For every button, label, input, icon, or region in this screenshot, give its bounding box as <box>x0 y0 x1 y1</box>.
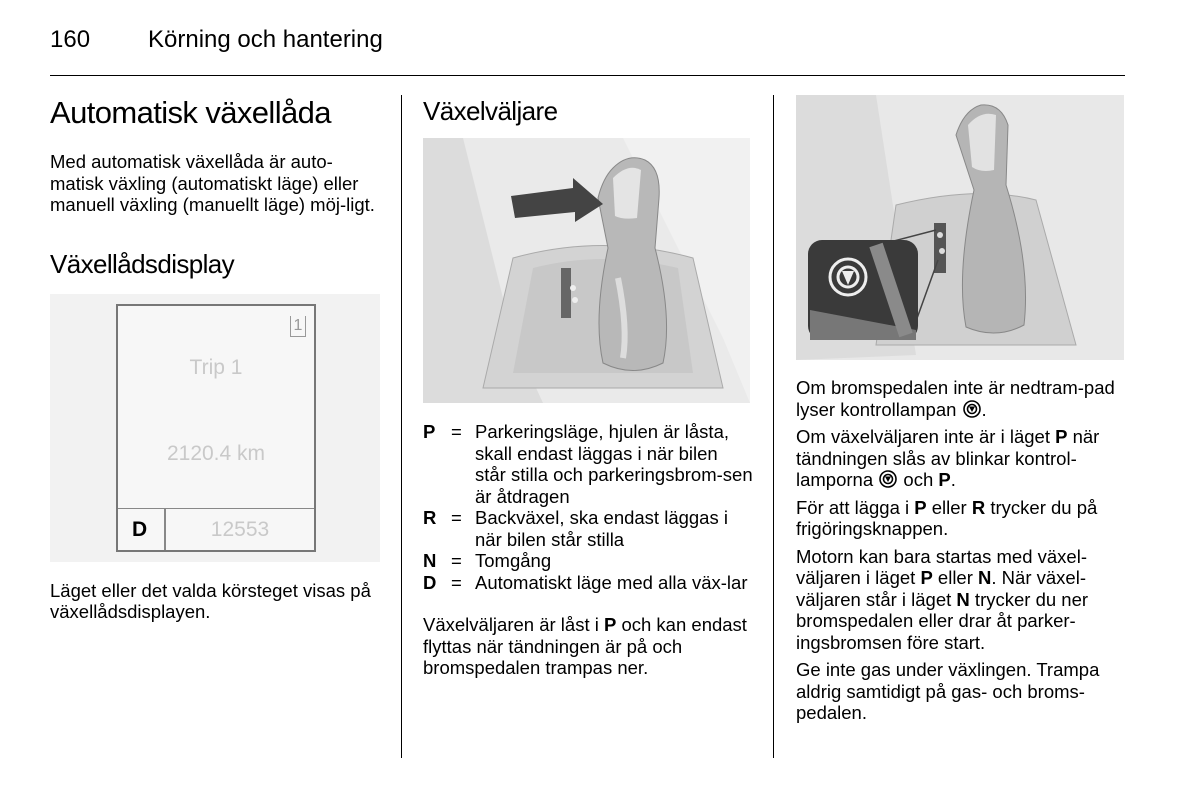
definition-row <box>423 421 753 507</box>
gear-letter: P <box>914 496 927 518</box>
header-rule <box>50 75 1125 76</box>
brake-pedal-indicator-icon <box>962 399 982 419</box>
definition-text: Parkeringsläge, hjulen är låsta, skall endast läggas i när bilen står stilla och parkeringsbrom-sen är åtdragen <box>475 421 753 507</box>
section-title: Körning och hantering <box>148 26 383 53</box>
column-1 <box>50 95 385 623</box>
text-run: trycker du på frigöringsknappen. <box>796 496 1098 539</box>
trip-distance: 2120.4 km <box>166 441 266 465</box>
gear-letter: R <box>971 496 986 518</box>
page-heading: Automatisk växellåda <box>50 95 331 130</box>
display-heading: Växellådsdisplay <box>50 248 235 279</box>
text-run: eller <box>932 567 979 588</box>
definition-key: R <box>423 507 437 528</box>
text-run: och kan endast flyttas när tändningen är på och bromspedalen trampas ner. <box>423 614 747 678</box>
gear-letter: P <box>938 469 951 490</box>
definition-text: Automatiskt läge med alla väx-lar <box>475 571 748 593</box>
definition-key: D <box>423 571 437 593</box>
display-frame <box>116 304 316 552</box>
text-run: . När växel-väljaren står i läget <box>796 567 1086 610</box>
gear-letter: N <box>978 567 992 588</box>
gear-letter: P <box>1055 426 1068 447</box>
text-run: För att lägga i <box>796 496 915 518</box>
gear-letter: P <box>920 567 933 588</box>
definition-key: P <box>423 421 436 442</box>
definition-equals: = <box>451 550 462 571</box>
definition-equals: = <box>451 571 462 593</box>
page-number: 160 <box>50 26 91 53</box>
gear-selector-illustration <box>423 138 750 403</box>
gear-indicator: D <box>132 517 148 541</box>
intro-paragraph: Med automatisk växellåda är auto-matisk växling (automatiskt läge) eller manuell växling (manuellt läge) möj-ligt. <box>50 151 375 215</box>
column-divider <box>401 95 402 758</box>
gear-letter: N <box>956 588 970 610</box>
text-run: Motorn kan bara startas med växel-väljaren i läget <box>796 545 1087 588</box>
text-run: Om växelväljaren inte är i läget <box>796 426 1056 447</box>
lock-paragraph <box>423 614 753 679</box>
text-run: . <box>981 398 987 420</box>
definition-equals: = <box>451 421 462 442</box>
definition-row <box>423 507 753 550</box>
text-run: Växelväljaren är låst i <box>423 614 604 635</box>
definition-row <box>423 550 753 572</box>
paragraph-4 <box>796 546 1126 654</box>
column-2 <box>423 95 753 679</box>
definition-key: N <box>423 550 437 571</box>
release-button-figure <box>796 95 1124 360</box>
text-run: Om bromspedalen inte är nedtram-pad lyser kontrollampan <box>796 377 1115 420</box>
gear-letter: P <box>603 614 617 635</box>
text-run: och <box>898 469 939 490</box>
brake-pedal-indicator-icon <box>878 469 898 489</box>
release-button-illustration <box>796 95 1124 360</box>
column-divider <box>773 95 774 758</box>
trip-label: Trip 1 <box>189 355 243 379</box>
paragraph-2 <box>796 426 1126 491</box>
transmission-display-figure <box>50 294 380 562</box>
text-run: när tändningen slås av blinkar kontrol-lamporna <box>796 426 1100 490</box>
gear-definition-list <box>423 421 753 593</box>
definition-text: Tomgång <box>475 550 552 571</box>
paragraph-1 <box>796 377 1126 420</box>
text-run: trycker du ner bromspedalen eller drar åt parker-ingsbromsen före start. <box>796 588 1089 653</box>
corner-indicator: 1 <box>290 316 306 337</box>
paragraph-5: Ge inte gas under växlingen. Trampa aldrig samtidigt på gas- och broms-pedalen. <box>796 659 1100 723</box>
text-run: . <box>950 469 956 490</box>
display-caption: Läget eller det valda körsteget visas på växellådsdisplayen. <box>50 579 371 622</box>
gear-selector-figure <box>423 138 750 403</box>
definition-text: Backväxel, ska endast läggas i när bilen står stilla <box>475 507 728 550</box>
column-3 <box>796 95 1126 724</box>
text-run: eller <box>926 496 972 518</box>
paragraph-3 <box>796 497 1126 540</box>
display-divider <box>118 508 314 510</box>
definition-row <box>423 572 753 594</box>
selector-heading: Växelväljare <box>423 96 558 126</box>
odometer-reading: 12553 <box>210 517 270 541</box>
definition-equals: = <box>451 507 462 528</box>
